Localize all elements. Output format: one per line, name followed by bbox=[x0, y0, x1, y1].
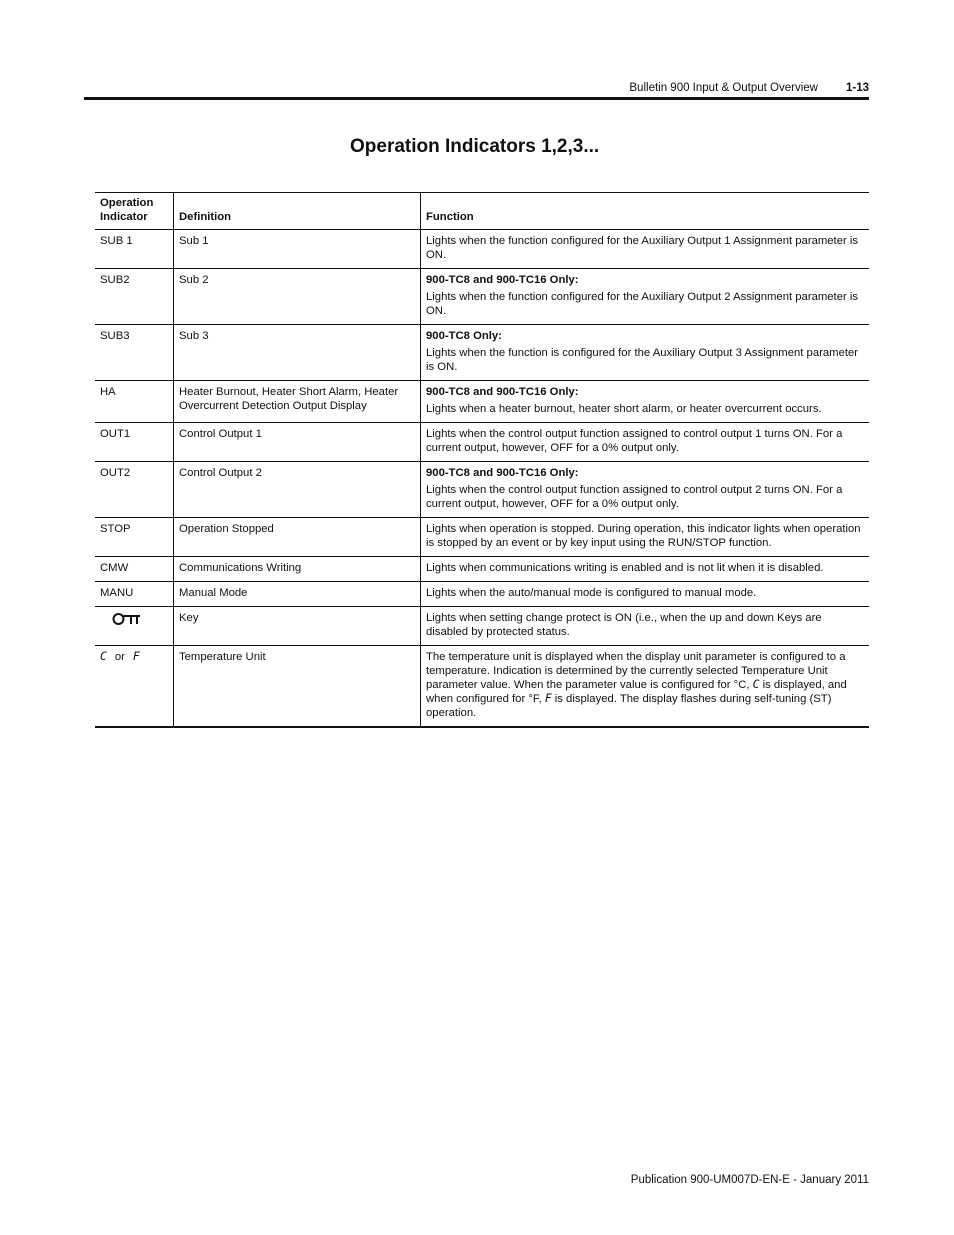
indicator-cell: SUB2 bbox=[95, 269, 174, 325]
function-cell: Lights when operation is stopped. During operation, this indicator lights when operation is stopped by an event or by key input using the RUN/STOP function. bbox=[421, 518, 870, 557]
indicator-cell: HA bbox=[95, 381, 174, 423]
table-row bbox=[95, 607, 869, 646]
table-header-row bbox=[95, 193, 869, 230]
indicator-cell: MANU bbox=[95, 582, 174, 607]
indicator-cell: SUB3 bbox=[95, 325, 174, 381]
definition-cell: Key bbox=[174, 607, 421, 646]
indicator-cell: OUT1 bbox=[95, 423, 174, 462]
table-row bbox=[95, 518, 869, 557]
table-row bbox=[95, 230, 869, 269]
definition-cell: Control Output 1 bbox=[174, 423, 421, 462]
function-cell: 900-TC8 and 900-TC16 Only: Lights when a heater burnout, heater short alarm, or heater overcurrent occurs. bbox=[421, 381, 870, 423]
definition-cell: Manual Mode bbox=[174, 582, 421, 607]
table-row bbox=[95, 462, 869, 518]
running-header bbox=[84, 82, 869, 94]
key-icon bbox=[112, 612, 142, 630]
function-cell: Lights when communications writing is enabled and is not lit when it is disabled. bbox=[421, 557, 870, 582]
indicator-cell: C or F bbox=[95, 646, 174, 728]
function-cell: Lights when the auto/manual mode is configured to manual mode. bbox=[421, 582, 870, 607]
function-cell: Lights when the control output function assigned to control output 1 turns ON. For a current output, however, OFF for a 0% output only. bbox=[421, 423, 870, 462]
publication-footer: Publication 900-UM007D-EN-E - January 2011 bbox=[630, 1174, 869, 1186]
function-cell: 900-TC8 Only: Lights when the function is configured for the Auxiliary Output 3 Assignment parameter is ON. bbox=[421, 325, 870, 381]
table-row bbox=[95, 381, 869, 423]
table-row bbox=[95, 646, 869, 728]
model-note: 900-TC8 and 900-TC16 Only: bbox=[426, 386, 579, 398]
definition-cell: Sub 3 bbox=[174, 325, 421, 381]
definition-cell: Communications Writing bbox=[174, 557, 421, 582]
page-title: Operation Indicators 1,2,3... bbox=[350, 136, 600, 157]
model-note: 900-TC8 and 900-TC16 Only: bbox=[426, 274, 579, 286]
model-note: 900-TC8 and 900-TC16 Only: bbox=[426, 467, 579, 479]
definition-cell: Operation Stopped bbox=[174, 518, 421, 557]
table-row bbox=[95, 423, 869, 462]
function-cell: 900-TC8 and 900-TC16 Only: Lights when the control output function assigned to control output 2 turns ON. For a current output, however, OFF for a 0% output only. bbox=[421, 462, 870, 518]
page-number: 1-13 bbox=[845, 82, 869, 94]
definition-cell: Sub 2 bbox=[174, 269, 421, 325]
col-header-function: Function bbox=[421, 193, 870, 230]
header-section: Bulletin 900 Input & Output Overview bbox=[629, 82, 818, 94]
operation-indicators-table bbox=[95, 192, 869, 728]
col-header-indicator: Operation Indicator bbox=[95, 193, 174, 230]
celsius-segment-glyph: C bbox=[100, 650, 107, 663]
table-row bbox=[95, 269, 869, 325]
indicator-cell: OUT2 bbox=[95, 462, 174, 518]
col-header-definition: Definition bbox=[174, 193, 421, 230]
table-row bbox=[95, 557, 869, 582]
indicator-cell bbox=[95, 607, 174, 646]
header-rule bbox=[84, 97, 869, 100]
definition-cell: Sub 1 bbox=[174, 230, 421, 269]
definition-cell: Temperature Unit bbox=[174, 646, 421, 728]
function-cell: Lights when setting change protect is ON (i.e., when the up and down Keys are disabled by protected status. bbox=[421, 607, 870, 646]
function-cell: 900-TC8 and 900-TC16 Only: Lights when the function configured for the Auxiliary Output 2 Assignment parameter is ON. bbox=[421, 269, 870, 325]
fahrenheit-segment-glyph: F bbox=[132, 650, 140, 663]
table-row bbox=[95, 325, 869, 381]
indicator-cell: STOP bbox=[95, 518, 174, 557]
indicator-cell: CMW bbox=[95, 557, 174, 582]
indicator-cell: SUB 1 bbox=[95, 230, 174, 269]
function-cell: Lights when the function configured for the Auxiliary Output 1 Assignment parameter is ON. bbox=[421, 230, 870, 269]
model-note: 900-TC8 Only: bbox=[426, 330, 502, 342]
table-row bbox=[95, 582, 869, 607]
definition-cell: Control Output 2 bbox=[174, 462, 421, 518]
function-cell: The temperature unit is displayed when the display unit parameter is configured to a temperature. Indication is determined by the currently selected Temperature Unit parameter value. When the parameter value is configured for °C, C is displayed, and when configured for °F, F is displayed. The display flashes during self-tuning (ST) operation. bbox=[421, 646, 870, 728]
definition-cell: Heater Burnout, Heater Short Alarm, Heater Overcurrent Detection Output Display bbox=[174, 381, 421, 423]
